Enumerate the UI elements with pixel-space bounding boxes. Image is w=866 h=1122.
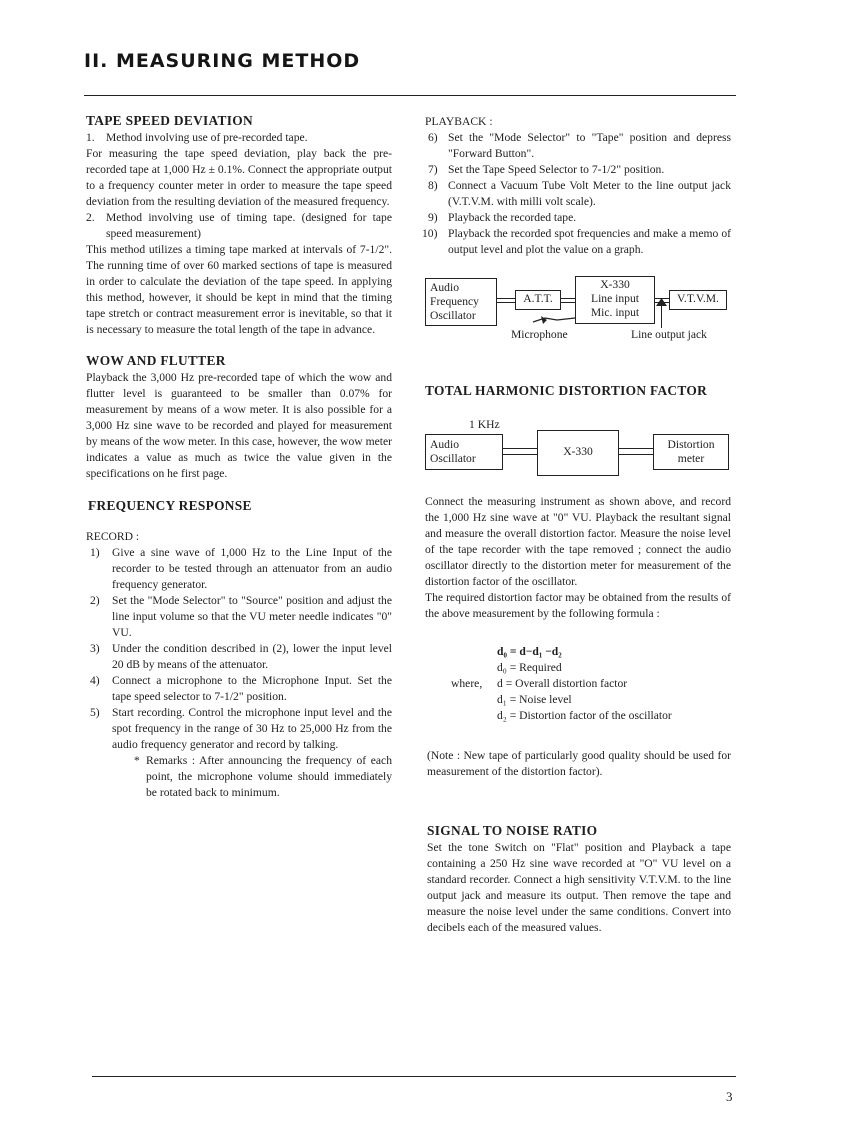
- box-label-line: Line input: [591, 292, 639, 305]
- record-label: RECORD :: [86, 530, 140, 543]
- connector-line: [561, 302, 575, 303]
- playback-steps: [422, 130, 731, 258]
- list-item: [428, 130, 731, 162]
- tape-speed-method-1: [86, 130, 392, 146]
- item-text: Start recording. Control the microphone input level and the spot frequency in the range of 30 Hz to 25,000 Hz from the audio frequency generator and record by talking.: [112, 706, 392, 751]
- box-label-line: Oscillator: [430, 452, 476, 465]
- item-text: Set the "Mode Selector" to "Tape" position and depress "Forward Button".: [448, 131, 731, 160]
- attenuator-box: A.T.T.: [515, 290, 561, 310]
- thd-paragraph-1: Connect the measuring instrument as shown above, and record the 1,000 Hz sine wave at "0" VU. Playback the resultant signal and measure the overall distortion factor. Measure the noise level of the tape recorder with the tape removed ; connect the audio oscillator directly to the distortion meter for measurement of the distortion factor of the oscillator.: [425, 495, 731, 588]
- thd-note: (Note : New tape of particularly good quality should be used for measurement of the distortion factor).: [427, 749, 731, 778]
- item-text: Set the Tape Speed Selector to 7-1/2" position.: [448, 163, 665, 176]
- item-number: 10): [422, 227, 438, 240]
- line-output-jack-label: Line output jack: [631, 328, 707, 341]
- box-label-line: X-330: [600, 278, 630, 291]
- left-column: [86, 112, 392, 801]
- list-item: [90, 673, 392, 705]
- box-label-line: Audio: [430, 281, 459, 294]
- distortion-meter-box: [653, 434, 729, 470]
- item-number: 4): [90, 674, 100, 687]
- x330-recorder-box: [575, 276, 655, 324]
- microphone-icon: [531, 312, 577, 328]
- connector-line: [619, 454, 653, 455]
- item-number: 3): [90, 642, 100, 655]
- list-item: [90, 545, 392, 593]
- connector-line: [497, 302, 515, 303]
- snr-paragraph: Set the tone Switch on "Flat" position and Playback a tape containing a 250 Hz sine wave recorded at "O" VU level on a standard recorder. Connect a high sensitivity V.T.V.M. to the line output jack and measure its output. Then remove the tape and measure the noise level under the same conditions. Convert into decibels each of the measured values.: [427, 841, 731, 934]
- formula-definition: d₂ = Distortion factor of the oscillator: [497, 709, 672, 722]
- box-label-line: Oscillator: [430, 309, 476, 322]
- remark-star: *: [134, 754, 140, 767]
- item-number: 7): [428, 163, 438, 176]
- x330-recorder-box: X-330: [537, 430, 619, 476]
- right-column: [422, 114, 731, 936]
- list-item: [428, 162, 731, 178]
- tape-speed-section: [86, 112, 392, 338]
- frequency-response-heading: FREQUENCY RESPONSE: [88, 498, 252, 513]
- bottom-rule: [92, 1076, 736, 1077]
- wow-flutter-paragraph: Playback the 3,000 Hz pre-recorded tape of which the wow and flutter level is guaranteed to be smaller than 0.07% for measurement by means of a wow meter. It is also possible for a 3,000 Hz sine wave to be recorded and played for measurement by means of the wow meter. In this case, however, the wow meter indicates a value as much as twice the value given in the specifications on he first page.: [86, 371, 392, 480]
- snr-heading: SIGNAL TO NOISE RATIO: [427, 823, 598, 838]
- formula-definition: d₀ = Required: [497, 661, 562, 674]
- item-text: Under the condition described in (2), lower the input level 20 dB by means of the attenuator.: [112, 642, 392, 671]
- snr-section: [425, 822, 731, 936]
- tape-speed-paragraph-1: For measuring the tape speed deviation, play back the pre-recorded tape at 1,000 Hz ± 0.1%. Connect the appropriate output to a frequency counter meter in order to measure the tape speed deviation from the resulting deviation of the measured frequency.: [86, 147, 392, 208]
- thd-heading: TOTAL HARMONIC DISTORTION FACTOR: [425, 383, 708, 398]
- item-text: Connect a microphone to the Microphone Input. Set the tape speed selector to 7-1/2" position.: [112, 674, 392, 703]
- item-number: 6): [428, 131, 438, 144]
- item-text: Give a sine wave of 1,000 Hz to the Line Input of the recorder to be tested through an attenuator from an audio frequency generator.: [112, 546, 392, 591]
- connector-line: [503, 454, 537, 455]
- item-text: Method involving use of timing tape. (designed for tape speed measurement): [106, 211, 392, 240]
- list-item: [90, 593, 392, 641]
- list-item: [86, 130, 392, 146]
- remark-text: Remarks : After announcing the frequency of each point, the microphone volume should immediately be rotated back to minimum.: [146, 754, 392, 799]
- frequency-response-diagram: [425, 274, 731, 344]
- list-item: [90, 641, 392, 673]
- item-number: 1): [90, 546, 100, 559]
- item-number: 5): [90, 706, 100, 719]
- list-item: [428, 210, 731, 226]
- thd-paragraph-2: The required distortion factor may be obtained from the results of the above measurement by the following formula :: [425, 591, 731, 620]
- list-item: [90, 705, 392, 753]
- playback-section: [422, 114, 731, 258]
- microphone-label: Microphone: [511, 328, 568, 341]
- formula-main: d₀ = d−d₁ −d₂: [497, 645, 562, 658]
- tape-speed-method-2: [86, 210, 392, 242]
- item-number: 9): [428, 211, 438, 224]
- connector-line: [503, 448, 537, 449]
- connector-line: [561, 298, 575, 299]
- remarks-note: [86, 753, 392, 801]
- formula-definition: d = Overall distortion factor: [497, 677, 628, 690]
- box-label-line: Mic. input: [590, 306, 640, 319]
- box-label-line: Audio: [430, 438, 459, 451]
- tape-speed-heading: TAPE SPEED DEVIATION: [86, 113, 253, 128]
- box-label-line: Distortion: [667, 438, 715, 451]
- list-item: [422, 226, 731, 258]
- thd-section: [425, 382, 731, 780]
- tape-speed-paragraph-2: This method utilizes a timing tape marked at intervals of 7-1/2". The running time of over 60 marked sections of tape is measured in order to calculate the deviation of the tape speed. In applying this method, however, it should be kept in mind that the timing tape stretch or contract measurement error is inevitable, so that it is necessary to measure the total length of the tape in advance.: [86, 243, 392, 336]
- chapter-title: II. MEASURING METHOD: [84, 50, 361, 72]
- wow-flutter-heading: WOW AND FLUTTER: [86, 353, 226, 368]
- formula-where: where,: [451, 677, 483, 690]
- item-text: Connect a Vacuum Tube Volt Meter to the line output jack (V.T.V.M. with milli volt scale).: [448, 179, 731, 208]
- item-text: Method involving use of pre-recorded tape.: [106, 131, 308, 144]
- audio-oscillator-box: [425, 434, 503, 470]
- connector-line: [497, 298, 515, 299]
- wow-flutter-section: [86, 352, 392, 482]
- connector-line: [619, 448, 653, 449]
- audio-frequency-oscillator-box: [425, 278, 497, 326]
- item-number: 1.: [86, 131, 95, 144]
- record-steps: [86, 545, 392, 753]
- page-number: 3: [726, 1089, 733, 1104]
- top-rule: [84, 95, 736, 96]
- item-number: 8): [428, 179, 438, 192]
- item-text: Playback the recorded tape.: [448, 211, 577, 224]
- item-number: 2.: [86, 211, 95, 224]
- formula-definition: d₁ = Noise level: [497, 693, 572, 706]
- vtvm-box: V.T.V.M.: [669, 290, 727, 310]
- arrow-up-icon: [656, 298, 667, 306]
- frequency-label: 1 KHz: [469, 418, 500, 431]
- item-text: Playback the recorded spot frequencies and make a memo of output level and plot the value on a graph.: [448, 227, 731, 256]
- distortion-diagram: [425, 414, 731, 488]
- item-text: Set the "Mode Selector" to "Source" position and adjust the line input volume so that the VU meter needle indicates "0" VU.: [112, 594, 392, 639]
- item-number: 2): [90, 594, 100, 607]
- box-label-line: Frequency: [430, 295, 479, 308]
- playback-label: PLAYBACK :: [425, 115, 493, 128]
- list-item: [428, 178, 731, 210]
- box-label-line: meter: [677, 452, 705, 465]
- frequency-response-section: [86, 497, 392, 801]
- list-item: [86, 210, 392, 242]
- distortion-formula: [425, 644, 731, 734]
